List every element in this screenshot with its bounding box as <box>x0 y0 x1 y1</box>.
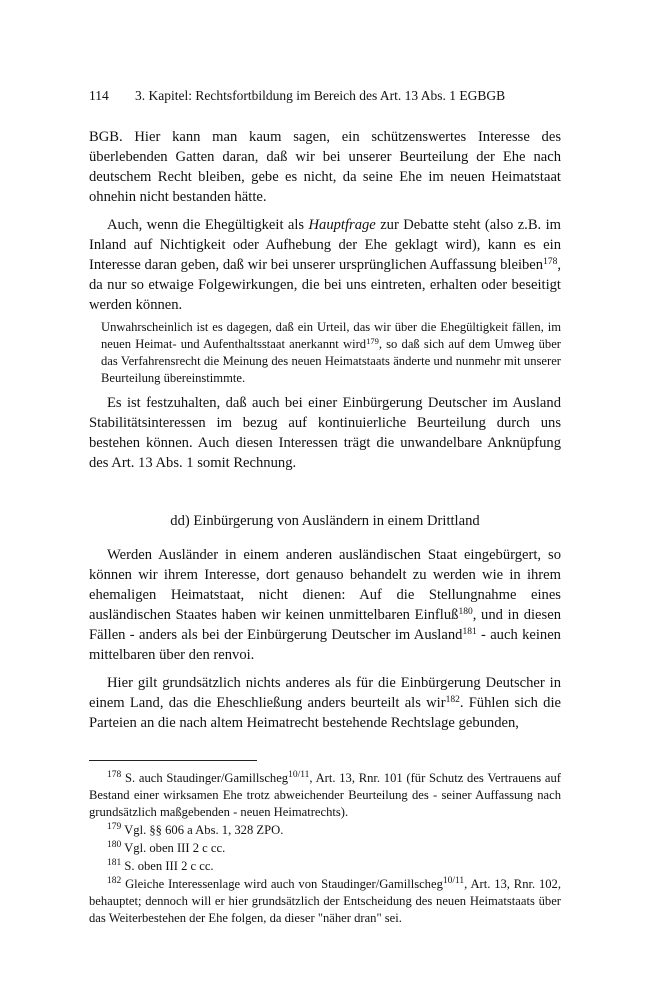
paragraph-text: Hier gilt grundsätzlich nichts anderes als für die Einbürgerung Deutscher in einem Land, das die Eheschließung anders beurteilt als wir <box>89 675 561 711</box>
paragraph-text: . Fühlen sich die Parteien an die nach altem Heimatrecht bestehende Rechtslage gebunden, <box>89 695 561 731</box>
paragraph <box>89 127 561 207</box>
paragraph <box>89 673 561 733</box>
footnote <box>89 822 561 839</box>
main-text <box>89 127 561 473</box>
footnote-ref[interactable]: 180 <box>458 607 473 617</box>
paragraph-text: BGB. Hier kann man kaum sagen, ein schützenswertes Interesse des überlebenden Gatten daran, daß wir bei unserer Beurteilung der Ehe nach deutschem Recht bleiben, gebe es nicht, da seine Ehe im neuen Heimatstaat ohnehin nicht bestanden hätte. <box>89 129 561 205</box>
running-header <box>89 88 561 104</box>
footnote <box>89 858 561 875</box>
footnote-number: 180 <box>107 840 122 850</box>
paragraph <box>89 545 561 665</box>
footnote <box>89 876 561 927</box>
footnote-ref[interactable]: 181 <box>462 627 477 637</box>
footnote-text: Vgl. §§ 606 a Abs. 1, 328 ZPO. <box>124 823 284 837</box>
paragraph <box>89 215 561 315</box>
paragraph-text: , und in diesen Fällen - anders als bei der Einbürgerung Deutscher im Ausland <box>89 607 561 643</box>
footnote-superscript: 10/11 <box>288 770 310 780</box>
footnote-number: 179 <box>107 822 122 832</box>
footnote <box>89 840 561 857</box>
paragraph-text: , da nur so etwaige Folgewirkungen, die bei uns eintreten, erhalten oder beseitigt werden können. <box>89 257 561 313</box>
paragraph <box>89 393 561 473</box>
paragraph-text: Auch, wenn die Ehegültigkeit als <box>107 217 309 233</box>
footnote-number: 182 <box>107 876 122 886</box>
paragraph-text: Werden Ausländer in einem anderen ausländischen Staat eingebürgert, so können wir ihrem Interesse, dort genauso behandelt zu werden wie in ihrem ehemaligen Heimatstaat, nicht dienen: Auf die Stellungnahme eines ausländischen Staates haben wir keinen unmittelbaren Einfluß <box>89 547 561 623</box>
emphasis-text: Hauptfrage <box>308 217 376 233</box>
paragraph-text: Es ist festzuhalten, daß auch bei einer Einbürgerung Deutscher im Ausland Stabilitätsinteressen im bezug auf kontinuierliche Beurteilung durch uns bestehen können. Auch diesen Interessen trägt die unwandelbare Anknüpfung des Art. 13 Abs. 1 somit Rechnung. <box>89 395 561 471</box>
footnote-text: S. oben III 2 c cc. <box>124 859 214 873</box>
footnote-ref[interactable]: 179 <box>366 336 379 346</box>
running-title: 3. Kapitel: Rechtsfortbildung im Bereich des Art. 13 Abs. 1 EGBGB <box>135 88 506 103</box>
footnote-number: 178 <box>107 770 122 780</box>
footnote-text: Vgl. oben III 2 c cc. <box>124 841 226 855</box>
small-print-paragraph <box>101 319 561 387</box>
footnotes <box>89 770 561 928</box>
paragraph-text: Unwahrscheinlich ist es dagegen, daß ein Urteil, das wir über die Ehegültigkeit fällen, im neuen Heimat- und Aufenthaltsstaat anerkannt wird <box>101 320 561 351</box>
footnote-superscript: 10/11 <box>442 876 465 886</box>
footnote-ref[interactable]: 178 <box>543 257 558 267</box>
page-number: 114 <box>89 88 109 103</box>
footnote-text: S. auch Staudinger/Gamillscheg <box>124 771 289 785</box>
footnote-ref[interactable]: 182 <box>445 695 460 705</box>
footnote <box>89 770 561 821</box>
paragraph-text: , so daß sich auf dem Umweg über das Verfahrensrecht die Meinung des neuen Heimatstaats änderte und nunmehr mit unserer Beurteilung übereinstimmte. <box>101 337 561 385</box>
paragraph-text: - auch keinen mittelbaren über den renvoi. <box>89 627 561 663</box>
footnote-text: , Art. 13, Rnr. 102, behauptet; dennoch will er hier grundsätzlich der Entscheidung des neuen Heimatstaats über das Weiterbestehen der Ehe folgen, da dieser "näher dran" sei. <box>89 877 561 925</box>
footnote-text: , Art. 13, Rnr. 101 (für Schutz des Vertrauens auf Bestand einer wirksamen Ehe trotz abweichender Beurteilung des - seiner Auffassung nach grundsätzlich maßgebenden - neuen Heimatrechts). <box>89 771 561 819</box>
footnote-text: Gleiche Interessenlage wird auch von Staudinger/Gamillscheg <box>125 877 443 891</box>
footnote-divider <box>89 760 257 761</box>
section-text <box>89 545 561 733</box>
footnote-number: 181 <box>107 858 122 868</box>
section-heading: dd) Einbürgerung von Ausländern in einem Drittland <box>170 513 480 529</box>
paragraph-text: zur Debatte steht (also z.B. im Inland auf Nichtigkeit oder Aufhebung der Ehe geklagt wird), kann es ein Interesse daran geben, daß wir bei unserer ursprünglichen Auffassung bleiben <box>89 217 562 273</box>
